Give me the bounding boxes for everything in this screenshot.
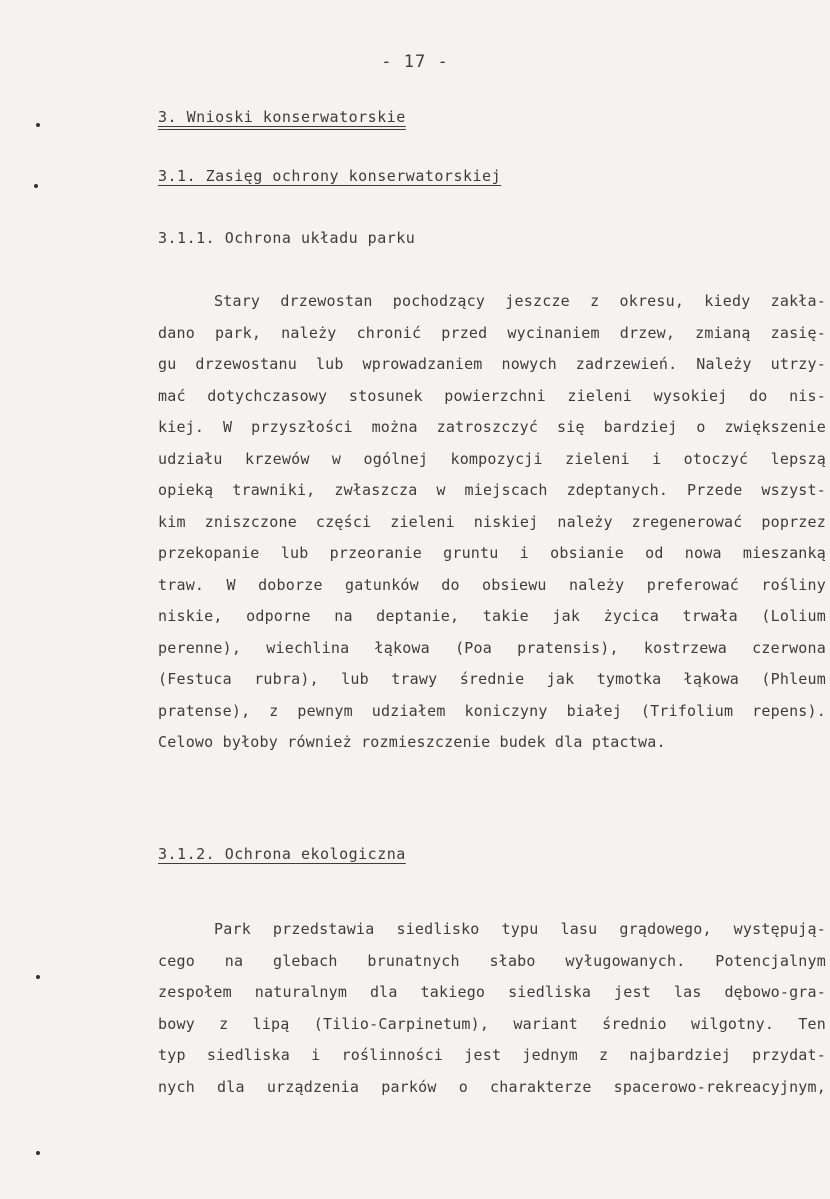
text-line: dano park, należy chronić przed wycinaniem drzew, zmianą zasię- [158,323,826,342]
subsubsection-heading: 3.1.1. Ochrona układu parku [158,229,416,247]
section-heading: 3. Wnioski konserwatorskie [158,108,406,126]
text-line: bowy z lipą (Tilio-Carpinetum), wariant średnio wilgotny. Ten [158,1014,826,1033]
text-line: traw. W doborze gatunków do obsiewu należy preferować rośliny [158,575,826,594]
margin-mark [34,184,38,188]
margin-mark [36,1151,40,1155]
text-line: opieką trawniki, zwłaszcza w miejscach zdeptanych. Przede wszyst- [158,481,826,499]
margin-mark [36,123,40,127]
subsubsection-heading: 3.1.2. Ochrona ekologiczna [158,845,406,863]
text-line: mać dotychczasowy stosunek powierzchni zieleni wysokiej do nis- [158,386,826,405]
text-line: Park przedstawia siedlisko typu lasu grądowego, występują- [214,920,826,938]
text-line: udziału krzewów w ogólnej kompozycji zieleni i otoczyć lepszą [158,449,826,468]
text-line: kiej. W przyszłości można zatroszczyć się bardziej o zwiększenie [158,418,826,436]
text-line: kim zniszczone części zieleni niskiej należy zregenerować poprzez [158,512,826,531]
margin-mark [36,975,40,979]
text-line: nych dla urządzenia parków o charakterze spacerowo-rekreacyjnym, [158,1077,826,1096]
text-line: Stary drzewostan pochodzący jeszcze z okresu, kiedy zakła- [214,292,826,310]
text-line: pratense), z pewnym udziałem koniczyny białej (Trifolium repens). [158,701,826,720]
page-number: - 17 - [381,52,449,72]
text-line: perenne), wiechlina łąkowa (Poa pratensis), kostrzewa czerwona [158,638,826,657]
text-line: przekopanie lub przeoranie gruntu i obsianie od nowa mieszanką [158,544,826,562]
subsection-heading: 3.1. Zasięg ochrony konserwatorskiej [158,167,502,185]
text-line: cego na glebach brunatnych słabo wyługowanych. Potencjalnym [158,951,826,970]
text-line: niskie, odporne na deptanie, takie jak życica trwała (Lolium [158,607,826,625]
text-line: typ siedliska i roślinności jest jednym z najbardziej przydat- [158,1046,826,1064]
text-line: gu drzewostanu lub wprowadzaniem nowych zadrzewień. Należy utrzy- [158,355,826,373]
text-line: (Festuca rubra), lub trawy średnie jak tymotka łąkowa (Phleum [158,670,826,688]
text-line: zespołem naturalnym dla takiego siedliska jest las dębowo-gra- [158,983,826,1001]
paragraph-park-layout [158,286,826,759]
text-line: Celowo byłoby również rozmieszczenie budek dla ptactwa. [158,733,666,751]
paragraph-ecological [158,914,826,1103]
